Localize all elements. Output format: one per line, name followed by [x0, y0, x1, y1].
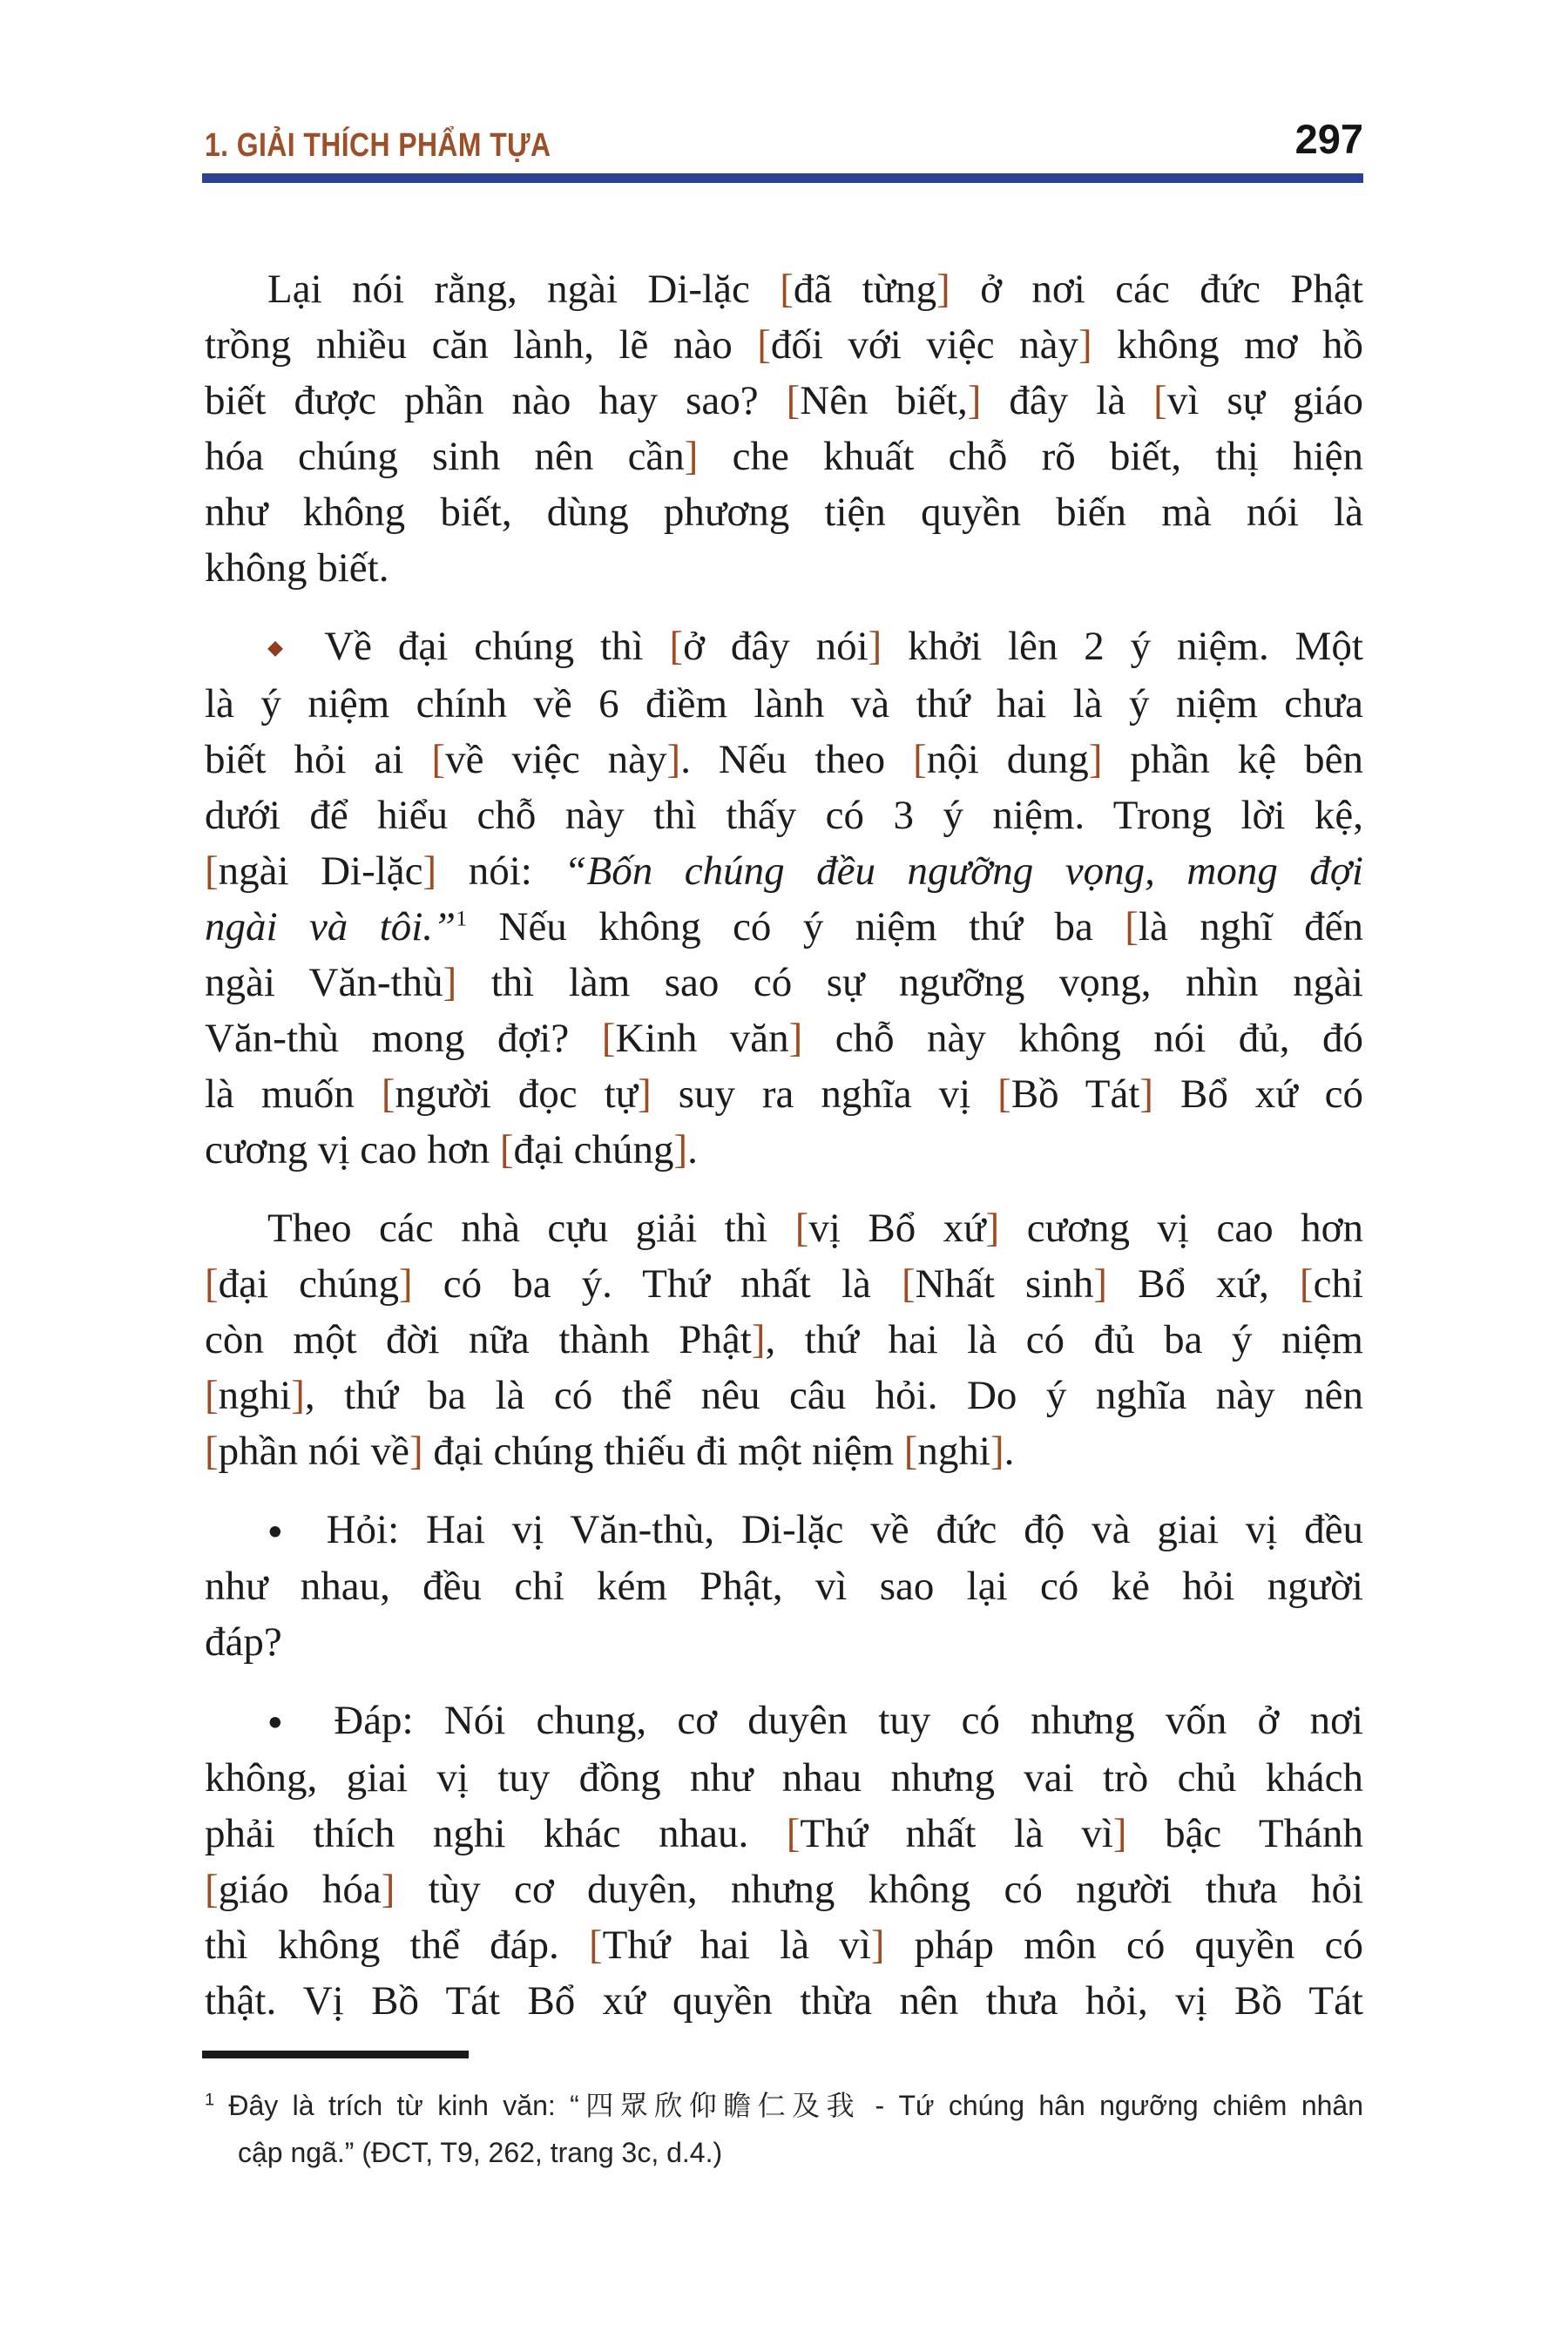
paragraph [205, 1200, 1363, 1479]
text-line [205, 787, 1363, 843]
editorial-bracket: [ [205, 1372, 219, 1418]
text-run: Văn-thù mong đợi? [Kinh văn] chỗ này không nói đủ, đó [205, 1015, 1364, 1061]
text-line [205, 484, 1363, 540]
footnote-line [205, 2129, 1363, 2176]
editorial-bracket: [ [757, 322, 771, 368]
text-line [205, 843, 1363, 899]
text-line [205, 618, 1363, 676]
text-run: dưới để hiểu chỗ này thì thấy có 3 ý niệm. Trong lời kệ, [205, 792, 1363, 838]
editorial-bracket: ] [666, 736, 681, 782]
dot-bullet-icon: ● [267, 1707, 304, 1736]
text-run: hóa chúng sinh nên cần] che khuất chỗ rõ biết, thị hiện [205, 434, 1363, 479]
editorial-bracket: [ [669, 624, 684, 669]
editorial-bracket: [ [205, 1260, 219, 1307]
text-run: không, giai vị tuy đồng như nhau nhưng vai trò chủ khách [205, 1754, 1363, 1801]
text-line [205, 1862, 1363, 1917]
editorial-bracket: [ [499, 1126, 514, 1173]
text-run: cập ngã.” (ĐCT, T9, 262, trang 3c, d.4.) [238, 2137, 723, 2168]
editorial-bracket: [ [1153, 378, 1167, 423]
text-run: [ngài Di-lặc] nói: [205, 848, 564, 894]
text-run: phải thích nghi khác nhau. [Thứ nhất là vì] bậc Thánh [205, 1810, 1363, 1856]
text-run: trồng nhiều căn lành, lẽ nào [đối với việc này] không mơ hồ [205, 322, 1363, 368]
text-run: như nhau, đều chỉ kém Phật, vì sao lại có kẻ hỏi người [205, 1564, 1363, 1610]
text-run: Lại nói rằng, ngài Di-lặc [đã từng] ở nơi các đức Phật [267, 267, 1363, 312]
editorial-bracket: ] [967, 378, 982, 423]
text-run: biết được phần nào hay sao? [Nên biết,] đây là [vì sự giáo [205, 378, 1364, 423]
text-run: - Tứ chúng hân ngưỡng chiêm nhân [861, 2090, 1364, 2121]
text-line [205, 1423, 1363, 1479]
dot-bullet-icon: ● [267, 1517, 300, 1545]
page-number: 297 [1294, 116, 1363, 162]
text-line [205, 1312, 1363, 1368]
editorial-bracket: ] [751, 1316, 766, 1362]
text-run: [đại chúng] có ba ý. Thứ nhất là [Nhất sinh] Bổ xứ, [chỉ [205, 1260, 1363, 1307]
editorial-bracket: [ [997, 1071, 1011, 1117]
text-line [205, 1973, 1363, 2029]
editorial-bracket: ] [870, 1922, 885, 1968]
text-run: là muốn [người đọc tự] suy ra nghĩa vị [Bồ Tát] Bổ xứ có [205, 1071, 1363, 1117]
editorial-bracket: ] [443, 959, 457, 1005]
text-line [205, 1806, 1363, 1862]
editorial-bracket: [ [1299, 1260, 1314, 1307]
text-line [205, 261, 1363, 317]
text-run: Về đại chúng thì [ở đây nói] khởi lên 2 ý niệm. Một [299, 624, 1363, 669]
editorial-bracket: [ [205, 1428, 219, 1474]
editorial-bracket: [ [903, 1428, 918, 1474]
text-line [205, 540, 1363, 596]
editorial-bracket: [ [794, 1205, 809, 1251]
editorial-bracket: ] [788, 1015, 803, 1061]
diamond-bullet-icon: ◆ [267, 636, 300, 659]
paragraph [205, 1502, 1363, 1670]
footnote [205, 2082, 1363, 2176]
text-line [205, 1558, 1363, 1614]
editorial-bracket: [ [913, 736, 927, 782]
text-line [205, 1502, 1363, 1558]
footnote-divider-rule [202, 2051, 469, 2058]
text-run: [nghi], thứ ba là có thể nêu câu hỏi. Do ý nghĩa này nên [205, 1372, 1363, 1418]
text-run: [giáo hóa] tùy cơ duyên, nhưng không có người thưa hỏi [205, 1866, 1364, 1912]
page-body [205, 261, 1363, 2029]
editorial-bracket: [ [205, 1866, 219, 1912]
editorial-bracket: [ [1125, 903, 1139, 950]
text-run: [phần nói về] đại chúng thiếu đi một niệm [nghi]. [205, 1428, 1015, 1474]
editorial-bracket: ] [638, 1071, 652, 1117]
text-run: Theo các nhà cựu giải thì [vị Bổ xứ] cương vị cao hơn [267, 1205, 1363, 1251]
header-divider-rule [202, 173, 1363, 183]
text-run: cương vị cao hơn [đại chúng]. [205, 1126, 698, 1173]
text-line [205, 1614, 1363, 1670]
text-run: thì không thể đáp. [Thứ hai là vì] pháp môn có quyền có [205, 1922, 1363, 1968]
paragraph [205, 618, 1363, 1178]
text-run: là ý niệm chính về 6 điềm lành và thứ hai là ý niệm chưa [205, 680, 1363, 727]
editorial-bracket: ] [1078, 322, 1092, 368]
paragraph [205, 261, 1363, 596]
quoted-verse-text: ngài và tôi.” [205, 903, 456, 950]
editorial-bracket: [ [205, 848, 219, 894]
editorial-bracket: ] [399, 1260, 413, 1307]
text-line [205, 1256, 1363, 1312]
editorial-bracket: ] [990, 1428, 1004, 1474]
text-line [205, 1693, 1363, 1749]
editorial-bracket: [ [786, 1810, 801, 1856]
editorial-bracket: ] [422, 848, 437, 894]
text-run: không biết. [205, 545, 389, 591]
text-line [205, 1122, 1363, 1178]
text-line [205, 1066, 1363, 1122]
editorial-bracket: ] [1139, 1071, 1154, 1117]
text-run: Đáp: Nói chung, cơ duyên tuy có nhưng vốn ở nơi [303, 1698, 1363, 1744]
text-line [205, 676, 1363, 732]
footnote-reference: 1 [456, 905, 468, 931]
editorial-bracket: ] [1112, 1810, 1127, 1856]
editorial-bracket: ] [936, 267, 950, 312]
text-line [205, 732, 1363, 787]
text-line [205, 317, 1363, 373]
text-line [205, 1010, 1363, 1066]
text-run: Nếu không có ý niệm thứ ba [là nghĩ đến [467, 903, 1363, 950]
editorial-bracket: ] [409, 1428, 423, 1474]
text-run: còn một đời nữa thành Phật], thứ hai là có đủ ba ý niệm [205, 1316, 1363, 1362]
text-line [205, 955, 1363, 1010]
editorial-bracket: [ [786, 378, 801, 423]
text-run: thật. Vị Bồ Tát Bổ xứ quyền thừa nên thưa hỏi, vị Bồ Tát [205, 1977, 1363, 2024]
editorial-bracket: ] [1093, 1260, 1108, 1307]
paragraph [205, 1693, 1363, 2028]
running-header-title: 1. GIẢI THÍCH PHẨM TỰA [205, 127, 551, 164]
quoted-verse-text: “Bốn chúng đều ngưỡng vọng, mong đợi [564, 848, 1363, 894]
editorial-bracket: ] [673, 1126, 688, 1173]
editorial-bracket: ] [985, 1205, 1000, 1251]
text-run: Hỏi: Hai vị Văn-thù, Di-lặc về đức độ và giai vị đều [299, 1506, 1363, 1552]
text-line [205, 429, 1363, 484]
footnote-reference: 1 [205, 2090, 215, 2110]
text-line [205, 1750, 1363, 1806]
editorial-bracket: [ [431, 736, 446, 782]
editorial-bracket: ] [381, 1866, 395, 1912]
editorial-bracket: [ [901, 1260, 916, 1307]
text-line [205, 1368, 1363, 1423]
editorial-bracket: ] [868, 624, 882, 669]
text-run: biết hỏi ai [về việc này]. Nếu theo [nội dung] phần kệ bên [205, 736, 1363, 782]
editorial-bracket: [ [780, 267, 794, 312]
editorial-bracket: ] [684, 434, 699, 479]
text-run: Đây là trích từ kinh văn: “ [214, 2090, 579, 2121]
text-run: như không biết, dùng phương tiện quyền biến mà nói là [205, 490, 1363, 535]
text-line [205, 373, 1363, 429]
text-run: đáp? [205, 1619, 282, 1666]
editorial-bracket: [ [601, 1015, 616, 1061]
text-run: ngài Văn-thù] thì làm sao có sự ngưỡng vọng, nhìn ngài [205, 959, 1363, 1005]
editorial-bracket: ] [1088, 736, 1103, 782]
text-line [205, 1917, 1363, 1973]
footnote-line [205, 2082, 1363, 2129]
editorial-bracket: ] [291, 1372, 305, 1418]
editorial-bracket: [ [381, 1071, 395, 1117]
text-line [205, 1200, 1363, 1256]
chinese-source-text: 四眾欣仰瞻仁及我 [578, 2089, 862, 2122]
text-line [205, 899, 1363, 955]
editorial-bracket: [ [588, 1922, 603, 1968]
